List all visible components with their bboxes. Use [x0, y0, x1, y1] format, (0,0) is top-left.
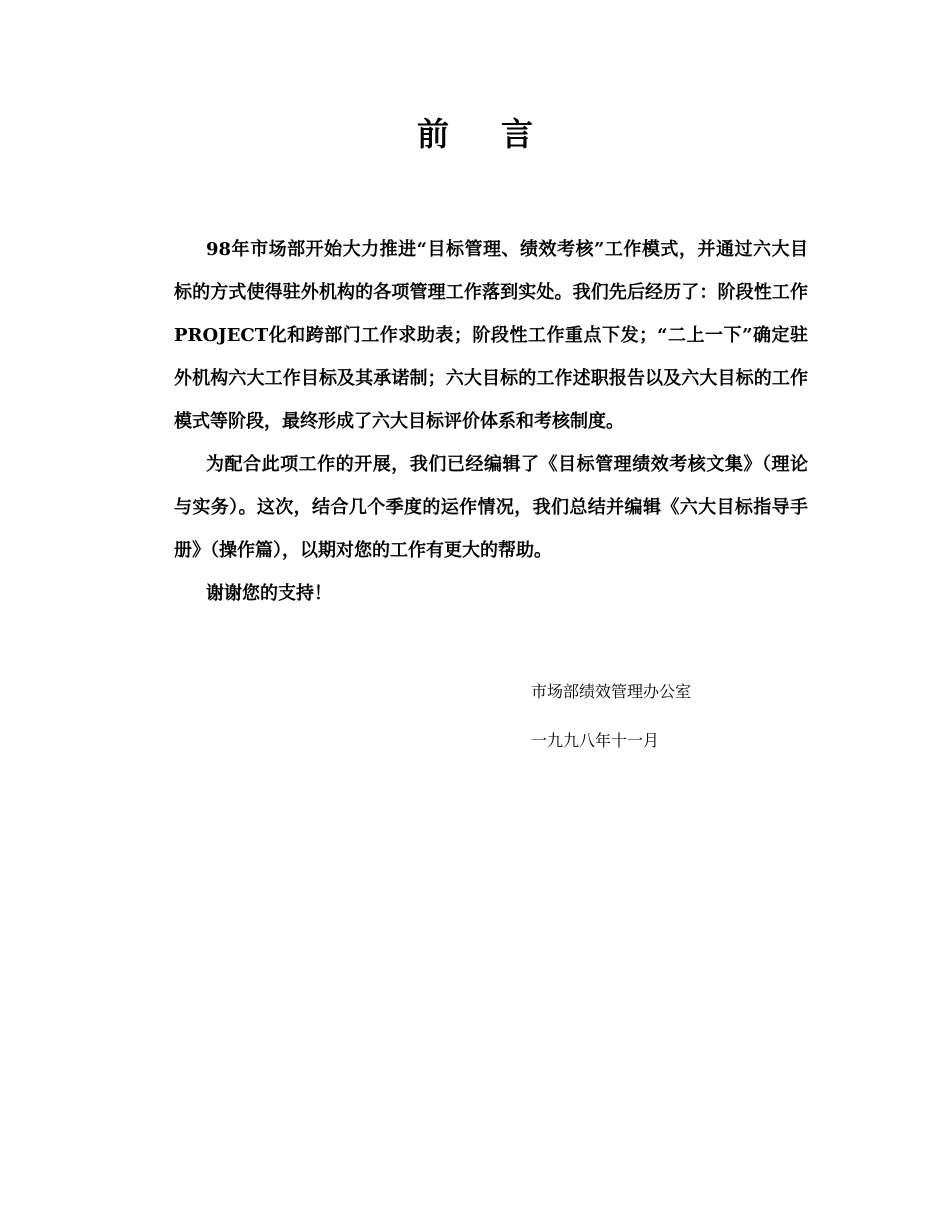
signature-organization: 市场部绩效管理办公室	[531, 682, 692, 701]
signature-date: 一九九八年十一月	[531, 731, 660, 750]
preface-body	[174, 228, 808, 615]
page-title	[0, 110, 950, 158]
title-char-1: 前	[416, 115, 449, 153]
paragraph-3: 谢谢您的支持！	[206, 583, 332, 604]
title-char-2: 言	[501, 115, 534, 153]
paragraph-2: 为配合此项工作的开展，我们已经编辑了《目标管理绩效考核文集》（理论与实务）。这次，结合几个季度的运作情况，我们总结并编辑《六大目标指导手册》（操作篇），以期对您的工作有更大的帮助。	[174, 454, 808, 561]
paragraph-1: 98年市场部开始大力推进“目标管理、绩效考核”工作模式，并通过六大目标的方式使得驻外机构的各项管理工作落到实处。我们先后经历了：阶段性工作PROJECT化和跨部门工作求助表；阶段性工作重点下发；“二上一下”确定驻外机构六大工作目标及其承诺制；六大目标的工作述职报告以及六大目标的工作模式等阶段，最终形成了六大目标评价体系和考核制度。	[174, 239, 808, 432]
